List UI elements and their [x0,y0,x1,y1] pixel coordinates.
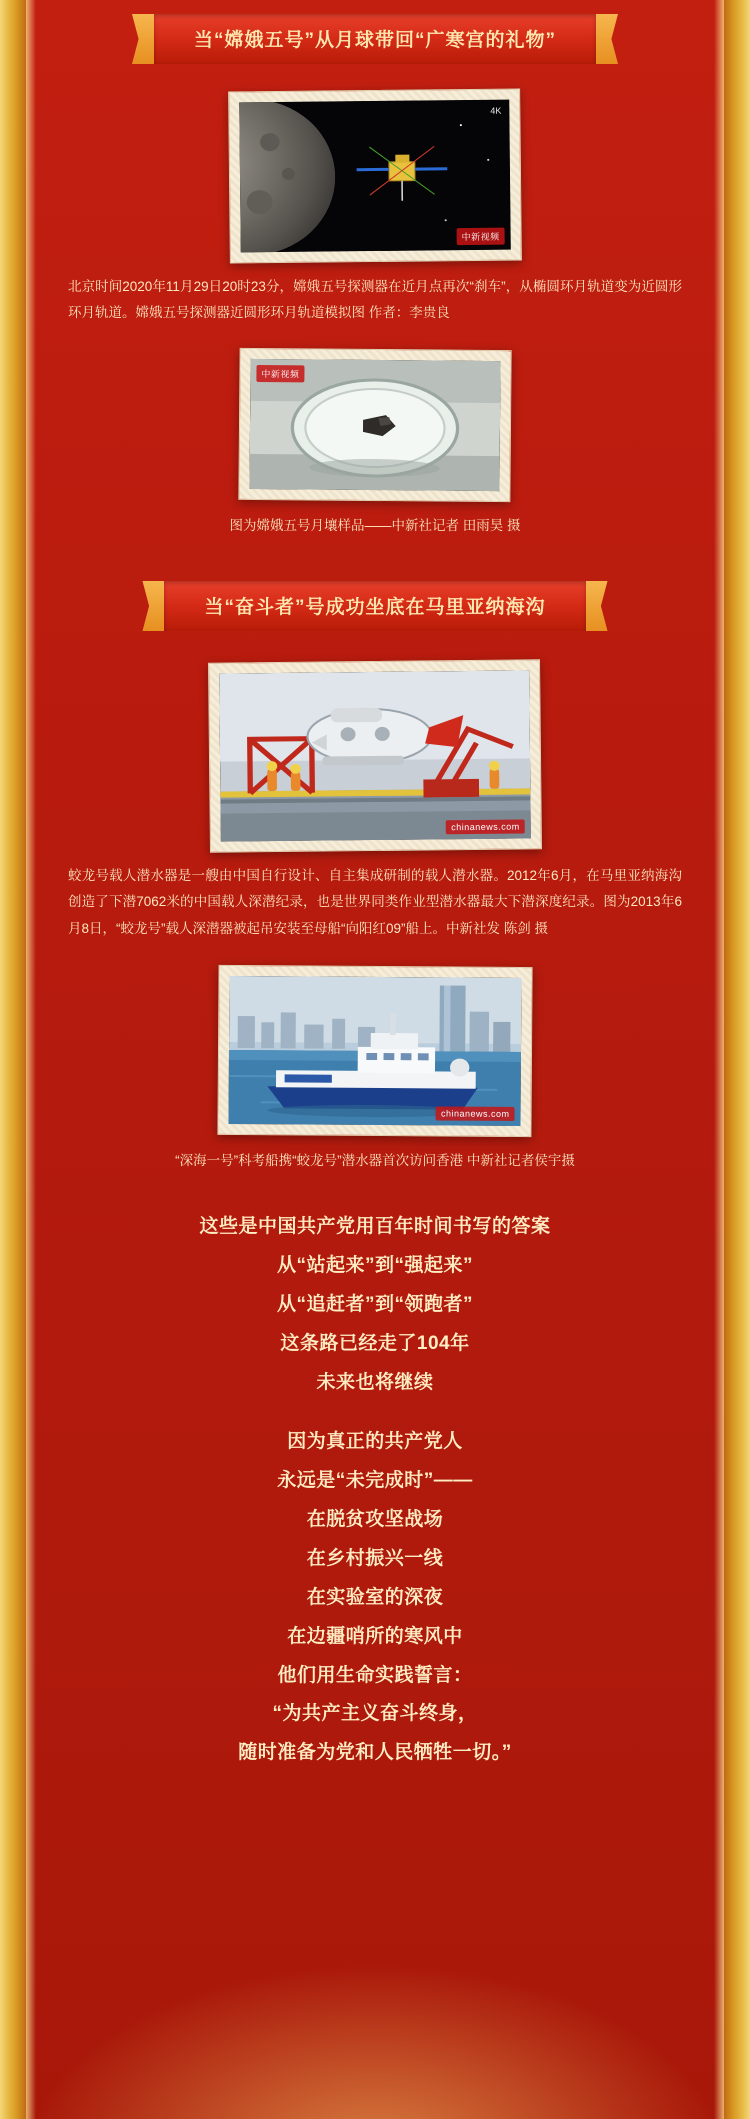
verse-line: 未来也将继续 [316,1371,434,1393]
verse-line: 在乡村振兴一线 [306,1547,444,1569]
image-change5-orbit [239,100,511,253]
figure-change5-orbit [228,88,522,263]
watermark-icon: chinanews.com [446,819,525,834]
figure-lunar-sample [238,347,511,501]
video-quality-tag: 4K [490,105,502,116]
submersible-illustration [219,670,531,841]
research-ship-illustration [228,976,521,1126]
caption-jiaolong-submersible: 蛟龙号载人潜水器是一艘由中国自行设计、自主集成研制的载人潜水器。2012年6月，在马里亚纳海沟创造了下潜7062米的中国载人深潜纪录，也是世界同类作业型潜水器最大下潜深度纪录。图为2013年6月8日，“蛟龙号”载人深潜器被起吊安装至母船“向阳红09”船上。中新社发 陈剑 摄 [68,867,682,936]
caption-change5-orbit: 北京时间2020年11月29日20时23分，嫦娥五号探测器在近月点再次“刹车”，从椭圆环月轨道变为近圆形环月轨道。嫦娥五号探测器近圆形环月轨道模拟图 作者：李贵良 [68,279,682,321]
banner-text-1: 当“嫦娥五号”从月球带回“广寒宫的礼物” [154,14,596,64]
image-lunar-sample [249,359,500,491]
image-shenhai-yihao-ship [228,976,521,1126]
verse-spacer [40,1403,710,1423]
caption-lunar-sample: 图为嫦娥五号月壤样品——中新社记者 田雨昊 摄 [229,517,521,533]
verse-line: 因为真正的共产党人 [287,1430,463,1452]
verse-line: 这条路已经走了104年 [280,1333,470,1354]
banner-text-2: 当“奋斗者”号成功坐底在马里亚纳海沟 [164,581,585,631]
watermark-icon: 中新视频 [457,228,505,246]
figure-shenhai-yihao-ship [217,965,532,1137]
verse-line: 永远是“未完成时”—— [277,1469,473,1491]
section-banner-2 [40,581,710,631]
image-jiaolong-submersible [219,670,531,841]
verse-line: 在边疆哨所的寒风中 [287,1625,463,1647]
verse-line: 从“追赶者”到“领跑者” [276,1294,473,1316]
verse-line: “为共产主义奋斗终身， [272,1703,478,1725]
figure-jiaolong-submersible [208,659,542,852]
section-banner-1 [40,14,710,64]
watermark-icon: chinanews.com [436,1106,515,1121]
bottom-glow-decoration [0,1949,750,2119]
closing-verse [40,1208,710,1773]
verse-line: 在脱贫攻坚战场 [306,1508,444,1530]
verse-line: 这些是中国共产党用百年时间书写的答案 [199,1216,551,1238]
verse-line: 随时准备为党和人民牺牲一切。” [238,1742,512,1764]
caption-shenhai-yihao-ship: “深海一号”科考船携“蛟龙号”潜水器首次访问香港 中新社记者侯宇摄 [175,1152,575,1168]
verse-line: 他们用生命实践誓言： [277,1664,473,1686]
watermark-icon: 中新视频 [256,365,304,382]
verse-line: 在实验室的深夜 [306,1586,444,1608]
verse-line: 从“站起来”到“强起来” [276,1255,473,1277]
